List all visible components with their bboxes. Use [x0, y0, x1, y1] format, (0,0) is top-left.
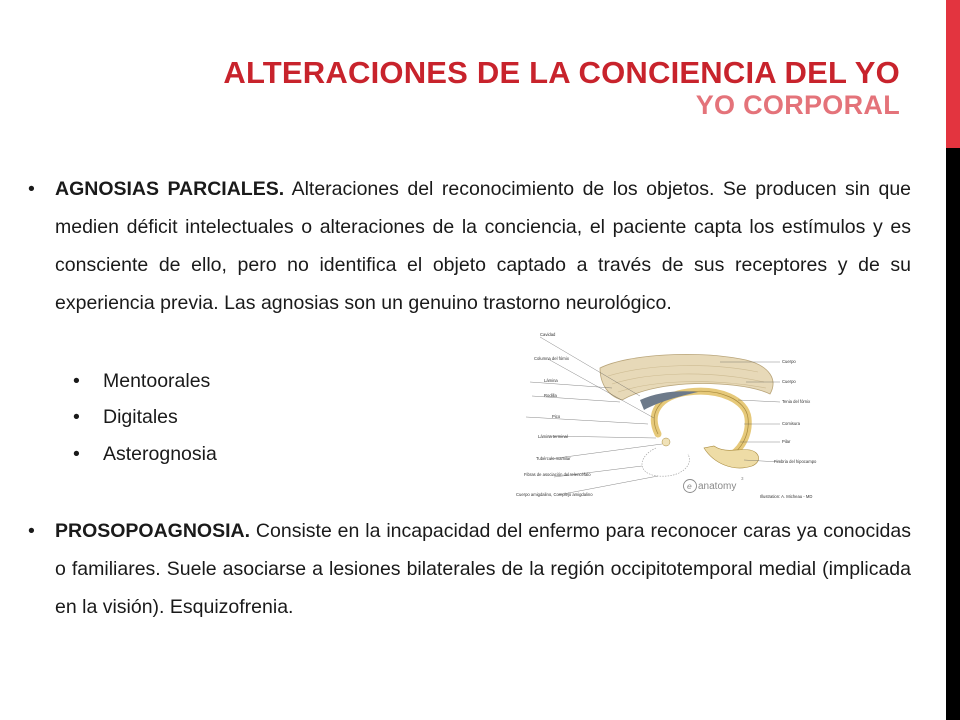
figure-label-lamina: Lámina	[544, 378, 558, 383]
bullet-dot: •	[73, 406, 80, 428]
bullet-agnosias	[28, 170, 911, 322]
sub-bullet-mentoorales	[73, 362, 373, 400]
sub-bullet-text: Digitales	[103, 406, 178, 428]
hippocampus-shape	[704, 446, 759, 468]
bullet-text	[55, 512, 911, 626]
anatomy-figure	[508, 326, 820, 506]
bullet-body: Alteraciones del reconocimiento de los objetos. Se producen sin que medien déficit intelectuales o alteraciones de la conciencia, el paciente capta los estímulos y es consciente de ello, pero no identifica el objeto captado a través de sus receptores y de su experiencia previa. Las agnosias son un genuino trastorno neurológico.	[55, 178, 912, 314]
figure-label-fibras-asociacion: Fibras de asociación del telencéfalo	[524, 472, 591, 477]
fornix-illustration	[508, 326, 820, 506]
figure-label-pilar: Pilar	[782, 439, 791, 444]
figure-label-cuerpo-1: Cuerpo	[782, 359, 796, 364]
figure-label-cuerpo-2: Cuerpo	[782, 379, 796, 384]
figure-label-cavidad: Cavidad	[540, 332, 556, 337]
figure-credit: Illustration: A. Micheau - MD	[760, 494, 813, 499]
edge-accent-red	[946, 0, 960, 148]
sub-bullet-text: Mentoorales	[103, 370, 211, 392]
bullet-dot: •	[73, 443, 80, 465]
fornix-arch	[654, 391, 748, 458]
bullet-dot: •	[73, 370, 80, 392]
figure-label-comisura: Comisura	[782, 421, 800, 426]
logo-prefix: e	[687, 481, 692, 491]
bullet-prosopoagnosia	[28, 512, 911, 626]
edge-accent-black	[946, 148, 960, 720]
bullet-body: Consiste en la incapacidad del enfermo para reconocer caras ya conocidas o familiares. Suele asociarse a lesiones bilaterales de la región occipitotemporal medial (implicada en la visión). Esquizofrenia.	[55, 520, 911, 618]
bullet-lead: AGNOSIAS PARCIALES.	[55, 178, 285, 200]
sub-bullet-digitales	[73, 398, 373, 436]
figure-label-tuberculo-mamilar: Tubérculo mamilar	[536, 456, 571, 461]
sub-bullet-text: Asterognosia	[103, 443, 217, 465]
mamillary-body	[662, 438, 670, 446]
slide-title: ALTERACIONES DE LA CONCIENCIA DEL YO	[223, 55, 900, 90]
figure-label-pico: Pico	[552, 414, 561, 419]
bullet-text	[55, 170, 911, 322]
figure-label-lamina-terminal: Lámina terminal	[538, 434, 568, 439]
eanatomy-logo	[684, 476, 745, 493]
logo-text: anatomy	[698, 481, 737, 492]
figure-label-columna-fornix: Columna del fórnix	[534, 356, 569, 361]
figure-label-rodilla: Rodilla	[544, 393, 557, 398]
logo-sup: 3	[741, 476, 744, 481]
bullet-lead: PROSOPOAGNOSIA.	[55, 520, 251, 542]
bullet-dot: •	[28, 178, 35, 200]
figure-label-cuerpo-amigdalino: Cuerpo amigdalino, Complejo amigdalino	[516, 492, 593, 497]
bullet-dot: •	[28, 520, 35, 542]
figure-label-fimbria: Fimbria del hipocampo	[774, 459, 817, 464]
figure-label-tenia-fornix: Tenia del fórnix	[782, 399, 811, 404]
sub-bullet-asterognosia	[73, 435, 373, 473]
slide-subtitle: YO CORPORAL	[695, 90, 900, 120]
association-fibers	[642, 448, 689, 476]
